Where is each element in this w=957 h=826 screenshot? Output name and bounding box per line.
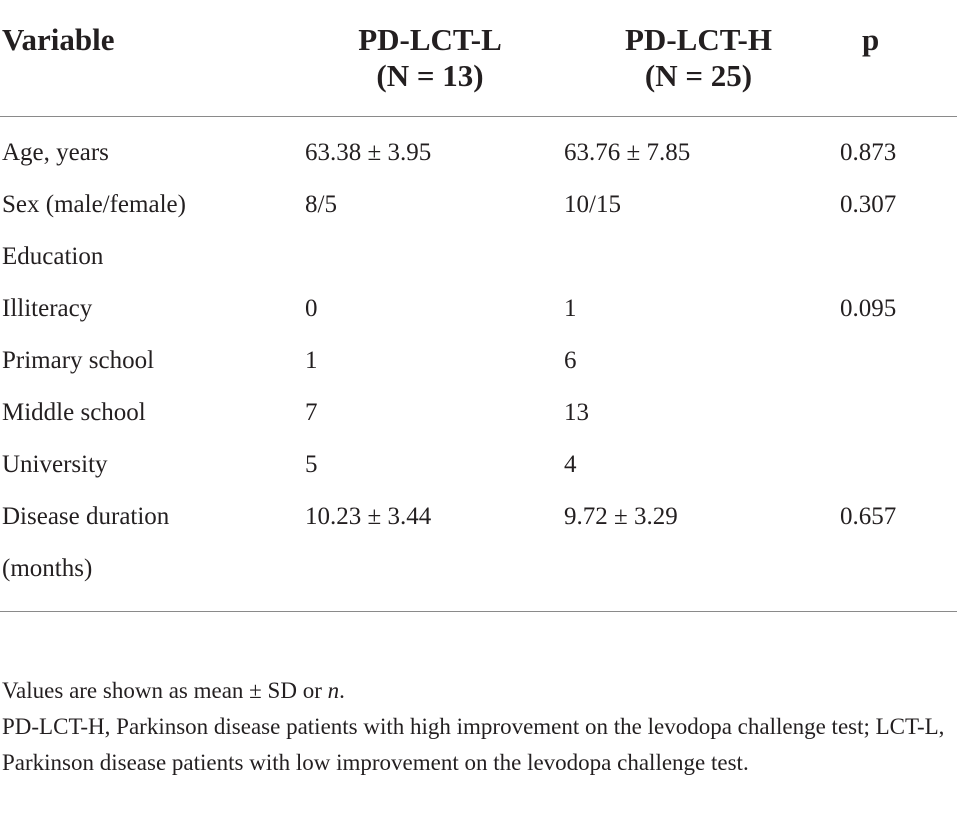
cell-p: [837, 335, 957, 387]
cell-variable: Primary school: [2, 347, 155, 374]
table-row: [0, 127, 957, 179]
cell-variable: Disease duration: [2, 503, 170, 530]
cell-variable: Age, years: [2, 139, 109, 166]
cell-low: 63.38 ± 3.95: [305, 139, 432, 166]
header-group-high-n: (N = 25): [644, 58, 753, 93]
header-variable: Variable: [0, 0, 300, 117]
cell-p: [837, 231, 957, 283]
footnote-values-suffix: .: [339, 678, 345, 703]
footnote-abbreviations: PD-LCT-H, Parkinson disease patients with high improvement on the levodopa challenge test; LCT-L, Parkinson disease patients with low improvement on the levodopa challenge test.: [2, 714, 945, 775]
cell-variable: University: [2, 451, 108, 478]
cell-variable: Illiteracy: [2, 295, 93, 322]
cell-low: 10.23 ± 3.44: [305, 503, 432, 530]
header-group-high: [560, 0, 837, 117]
table-body: [0, 117, 957, 612]
table-row: [0, 439, 957, 491]
table-header: [0, 0, 957, 117]
cell-low: [300, 543, 560, 612]
cell-high: 1: [564, 295, 577, 322]
cell-variable: Education: [2, 243, 104, 270]
table-row: [0, 283, 957, 335]
cell-high: 10/15: [564, 191, 621, 218]
table-footnotes: [2, 673, 952, 781]
cell-high: [560, 543, 837, 612]
cell-p: 0.873: [840, 139, 897, 166]
cell-low: 0: [305, 295, 318, 322]
cell-low: 1: [305, 347, 318, 374]
cell-high: 63.76 ± 7.85: [564, 139, 691, 166]
cell-high: [560, 231, 837, 283]
footnote-values: [2, 673, 952, 709]
cell-high: 13: [564, 399, 589, 426]
table-row: [0, 543, 957, 612]
cell-high: 9.72 ± 3.29: [564, 503, 678, 530]
table-row: [0, 231, 957, 283]
header-group-high-name: PD-LCT-H: [625, 22, 772, 57]
cell-variable: (months): [0, 543, 300, 612]
header-row: [0, 0, 957, 117]
table-row: [0, 179, 957, 231]
footnote-values-prefix: Values are shown as mean ± SD or: [2, 678, 328, 703]
cell-high: 6: [564, 347, 577, 374]
cell-variable: Middle school: [2, 399, 146, 426]
cell-p: 0.307: [840, 191, 897, 218]
cell-high: 4: [564, 451, 577, 478]
cell-low: 5: [305, 451, 318, 478]
cell-p: [837, 439, 957, 491]
cell-low: 7: [305, 399, 318, 426]
table-row: [0, 491, 957, 543]
footnote-values-italic: n: [327, 678, 340, 703]
header-group-low: [300, 0, 560, 117]
header-p-value: p: [837, 0, 957, 117]
cell-p: 0.095: [840, 295, 897, 322]
cell-low: 8/5: [305, 191, 337, 218]
table-row: [0, 387, 957, 439]
body-top-spacer: [0, 117, 957, 128]
cell-variable: Sex (male/female): [2, 191, 186, 218]
header-group-low-name: PD-LCT-L: [358, 22, 502, 57]
table-row: [0, 335, 957, 387]
header-group-low-n: (N = 13): [376, 58, 484, 93]
cell-p: 0.657: [840, 503, 897, 530]
cell-p: [837, 387, 957, 439]
cell-low: [300, 231, 560, 283]
cell-p: [837, 543, 957, 612]
